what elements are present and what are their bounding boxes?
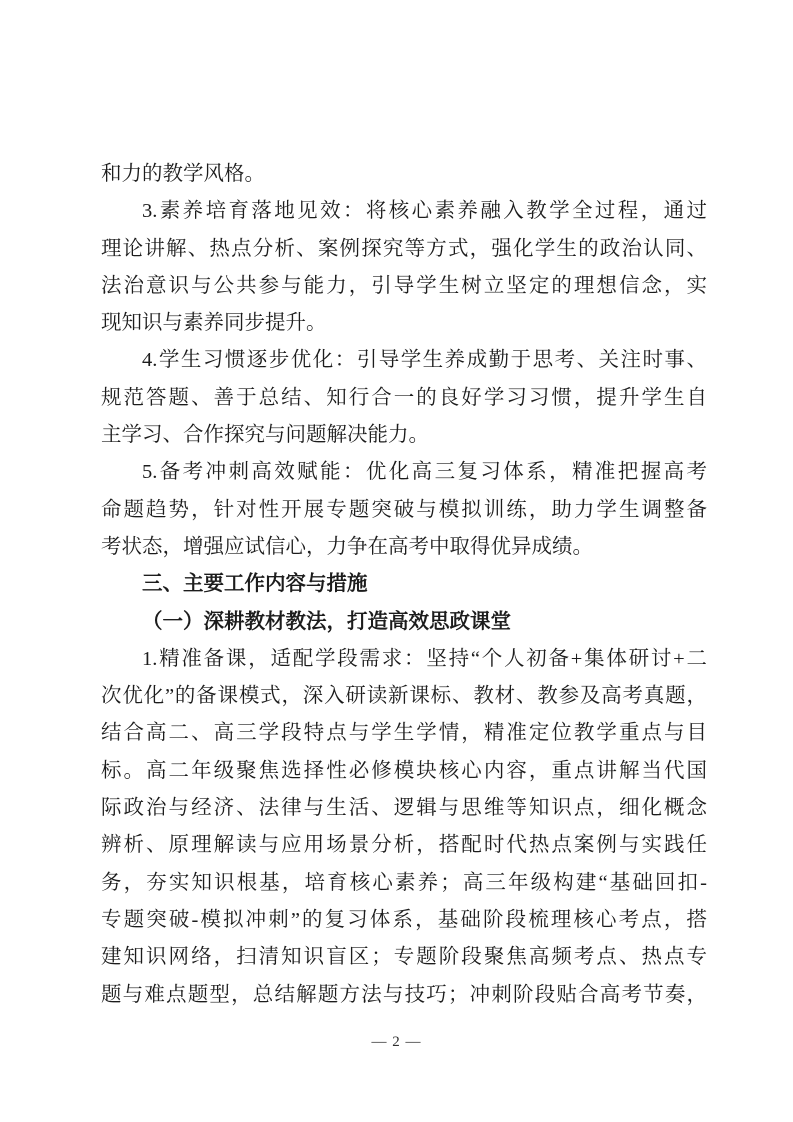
section-heading: 三、主要工作内容与措施 xyxy=(142,573,368,596)
page-footer xyxy=(0,1034,793,1051)
body-line: 专题突破-模拟冲刺”的复习体系，基础阶段梳理核心考点，搭 xyxy=(101,908,707,931)
body-line: 结合高二、高三学段特点与学生学情，精准定位教学重点与目 xyxy=(101,722,707,745)
body-line: 际政治与经济、法律与生活、逻辑与思维等知识点，细化概念 xyxy=(101,797,707,820)
body-line: 和力的教学风格。 xyxy=(101,163,265,185)
body-line: 辨析、原理解读与应用场景分析，搭配时代热点案例与实践任 xyxy=(101,834,707,857)
subsection-heading: （一）深耕教材教法，打造高效思政课堂 xyxy=(142,610,511,633)
body-line: 现知识与素养同步提升。 xyxy=(101,312,327,335)
body-line: 规范答题、善于总结、知行合一的良好学习习惯，提升学生自 xyxy=(101,386,707,409)
body-line: 题与难点题型，总结解题方法与技巧；冲刺阶段贴合高考节奏， xyxy=(101,983,707,1006)
body-line: 法治意识与公共参与能力，引导学生树立坚定的理想信念，实 xyxy=(101,274,707,297)
page-number: — 2 — xyxy=(371,1034,422,1050)
body-line: 5.备考冲刺高效赋能：优化高三复习体系，精准把握高考 xyxy=(142,461,707,484)
body-line: 4.学生习惯逐步优化：引导学生养成勤于思考、关注时事、 xyxy=(142,349,707,372)
body-line: 3.素养培育落地见效：将核心素养融入教学全过程，通过 xyxy=(142,200,707,223)
body-line: 次优化”的备课模式，深入研读新课标、教材、教参及高考真题， xyxy=(101,685,707,708)
body-line: 1.精准备课，适配学段需求：坚持“个人初备+集体研讨+二 xyxy=(142,647,707,670)
body-line: 理论讲解、热点分析、案例探究等方式，强化学生的政治认同、 xyxy=(101,237,707,260)
body-line: 务，夯实知识根基，培育核心素养；高三年级构建“基础回扣- xyxy=(101,871,707,894)
body-line: 主学习、合作探究与问题解决能力。 xyxy=(101,424,429,447)
body-line: 标。高二年级聚焦选择性必修模块核心内容，重点讲解当代国 xyxy=(101,759,707,782)
body-line: 建知识网络，扫清知识盲区；专题阶段聚焦高频考点、热点专 xyxy=(101,946,707,969)
body-line: 命题趋势，针对性开展专题突破与模拟训练，助力学生调整备 xyxy=(101,498,707,521)
body-line: 考状态，增强应试信心，力争在高考中取得优异成绩。 xyxy=(101,535,593,558)
document-body xyxy=(101,156,707,1014)
